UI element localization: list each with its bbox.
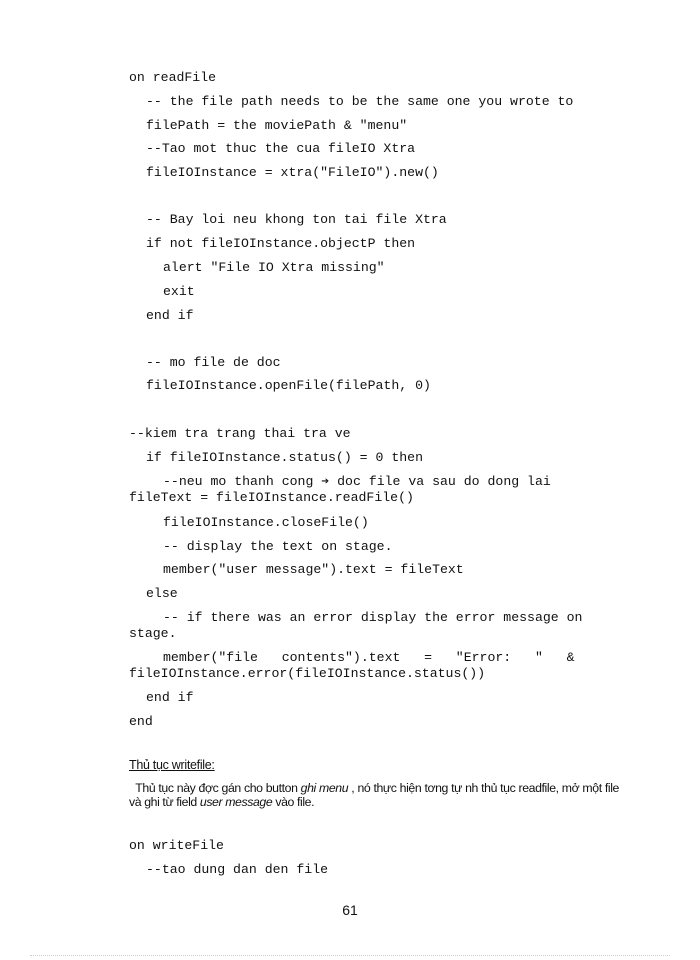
code-line: end if	[146, 308, 194, 323]
code-line: fileIOInstance.closeFile()	[163, 515, 369, 530]
page-bottom-divider	[30, 955, 670, 956]
code-line: if fileIOInstance.status() = 0 then	[146, 450, 423, 465]
paragraph-emphasis: user message	[199, 795, 273, 809]
code-comment: --kiem tra trang thai tra ve	[129, 426, 351, 441]
code-line: fileIOInstance = xtra("FileIO").new()	[146, 165, 439, 180]
code-line: stage.	[129, 626, 177, 641]
code-wrapped-line	[129, 650, 619, 682]
code-line: else	[146, 586, 178, 601]
code-line: fileIOInstance.openFile(filePath, 0)	[146, 378, 431, 393]
code-comment: --Tao mot thuc the cua fileIO Xtra	[146, 141, 416, 156]
code-wrapped-line	[129, 474, 619, 506]
code-comment: -- display the text on stage.	[163, 539, 393, 554]
code-line: alert "File IO Xtra missing"	[163, 260, 385, 275]
page-number: 61	[342, 902, 358, 918]
code-line: on writeFile	[129, 838, 224, 853]
paragraph-text: vào file.	[272, 795, 315, 809]
code-comment: -- if there was an error display the error message on	[163, 610, 583, 625]
code-comment: -- Bay loi neu khong ton tai file Xtra	[146, 212, 447, 227]
code-wrapped-line	[129, 610, 619, 642]
paragraph-emphasis: ghi menu	[300, 781, 349, 795]
code-line: end	[129, 714, 153, 729]
code-line: if not fileIOInstance.objectP then	[146, 236, 416, 251]
code-comment: --neu mo thanh cong ➔ doc file va sau do dong lai	[163, 474, 551, 489]
code-line: end if	[146, 690, 194, 705]
code-comment: -- the file path needs to be the same one you wrote to	[146, 94, 574, 109]
code-line: fileText = fileIOInstance.readFile()	[129, 490, 414, 505]
code-line: on readFile	[129, 70, 217, 85]
paragraph-text: , nó thực hiện tơng tự nh thủ tục readfile, mở một file và ghi từ field	[129, 781, 619, 809]
code-line: member("user message").text = fileText	[163, 562, 464, 577]
section-paragraph	[129, 781, 619, 809]
code-comment: -- mo file de doc	[146, 355, 281, 370]
code-line: fileIOInstance.error(fileIOInstance.status())	[129, 666, 486, 681]
code-line: exit	[163, 284, 195, 299]
code-line: filePath = the moviePath & "menu"	[146, 118, 408, 133]
code-comment: --tao dung dan den file	[146, 862, 329, 877]
section-heading: Thủ tục writefile:	[129, 758, 215, 772]
paragraph-text: Thủ tục này đợc gán cho button	[135, 781, 301, 795]
code-line: member("file contents").text = "Error: " &	[163, 650, 575, 665]
